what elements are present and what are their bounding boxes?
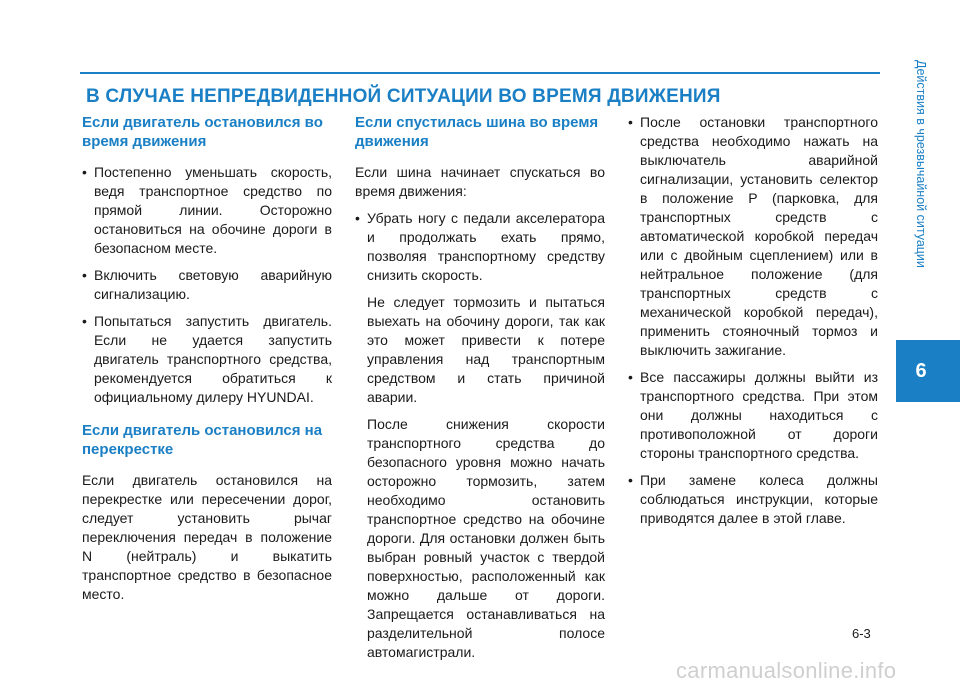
chapter-number-tab: 6 (896, 340, 960, 402)
bullet-icon: • (82, 267, 87, 283)
bullet-icon: • (628, 369, 633, 385)
engine-stall-intersection-text: Если двигатель остановился на перекрестке или пересечении дорог, следует установить рычаг переключения передач в положение N (нейтраль) и выкатить транспортное средство в безопасное место. (82, 472, 332, 602)
flat-tire-stop-instructions: После снижения скорости транспортного средства до безопасного уровня можно начать осторожно тормозить, затем необходимо остановить транспортное средство на обочине дороги. Для остановки должен быть выбран ровный участок с твердой поверхностью, расположенный как можно дальше от дороги. Запрещается останавливаться на разделительной полосе автомагистрали. (367, 416, 605, 660)
watermark: carmanualsonline.info (676, 658, 897, 683)
bullet-icon: • (82, 313, 87, 329)
flat-tire-list (355, 209, 605, 285)
list-item: • Убрать ногу с педали акселератора и продолжать ехать прямо, позволяя транспортному средству снизить скорость. (355, 210, 605, 283)
page-number: 6-3 (852, 626, 871, 641)
list-item: • Включить световую аварийную сигнализацию. (82, 267, 332, 302)
flat-tire-intro: Если шина начинает спускаться во время движения: (355, 164, 605, 199)
list-item: • После остановки транспортного средства необходимо нажать на выключатель аварийной сигнализации, установить селектор в положение P (парковка, для транспортных средств с автоматической коробкой передач или с двойным сцеплением) или в нейтральное положение (для транспортных средств с механической коробкой передач), применить стояночный тормоз и выключить зажигание. (628, 114, 878, 358)
list-item: • Попытаться запустить двигатель. Если не удается запустить двигатель транспортного средства, рекомендуется обратиться к официальному дилеру HYUNDAI. (82, 313, 332, 405)
column-2 (355, 113, 605, 670)
engine-stall-moving-list (82, 163, 332, 407)
section-title-flat-tire: Если спустилась шина во время движения (355, 114, 599, 150)
header-rule (80, 72, 880, 74)
list-item: • Постепенно уменьшать скорость, ведя транспортное средство по прямой линии. Осторожно остановиться на обочине дороги в безопасном месте. (82, 164, 332, 256)
section-title-engine-stall-moving: Если двигатель остановился во время движения (82, 114, 323, 150)
bullet-icon: • (628, 114, 633, 130)
after-stop-list (628, 113, 878, 528)
list-item: • При замене колеса должны соблюдаться инструкции, которые приводятся далее в этой главе. (628, 472, 878, 526)
bullet-icon: • (628, 472, 633, 488)
flat-tire-warning: Не следует тормозить и пытаться выехать на обочину дороги, так как это может привести к потере управления над транспортным средством и стать причиной аварии. (367, 294, 605, 405)
chapter-title-vertical: Действия в чрезвычайной ситуации (914, 60, 928, 268)
bullet-icon: • (355, 210, 360, 226)
page-title: В СЛУЧАЕ НЕПРЕДВИДЕННОЙ СИТУАЦИИ ВО ВРЕМЯ ДВИЖЕНИЯ (86, 86, 721, 107)
column-3 (628, 113, 878, 536)
section-title-engine-stall-intersection: Если двигатель остановился на перекрестке (82, 422, 323, 458)
bullet-icon: • (82, 164, 87, 180)
column-1 (82, 113, 332, 612)
list-item: • Все пассажиры должны выйти из транспортного средства. При этом они должны находиться с противоположной от дороги стороны транспортного средства. (628, 369, 878, 461)
